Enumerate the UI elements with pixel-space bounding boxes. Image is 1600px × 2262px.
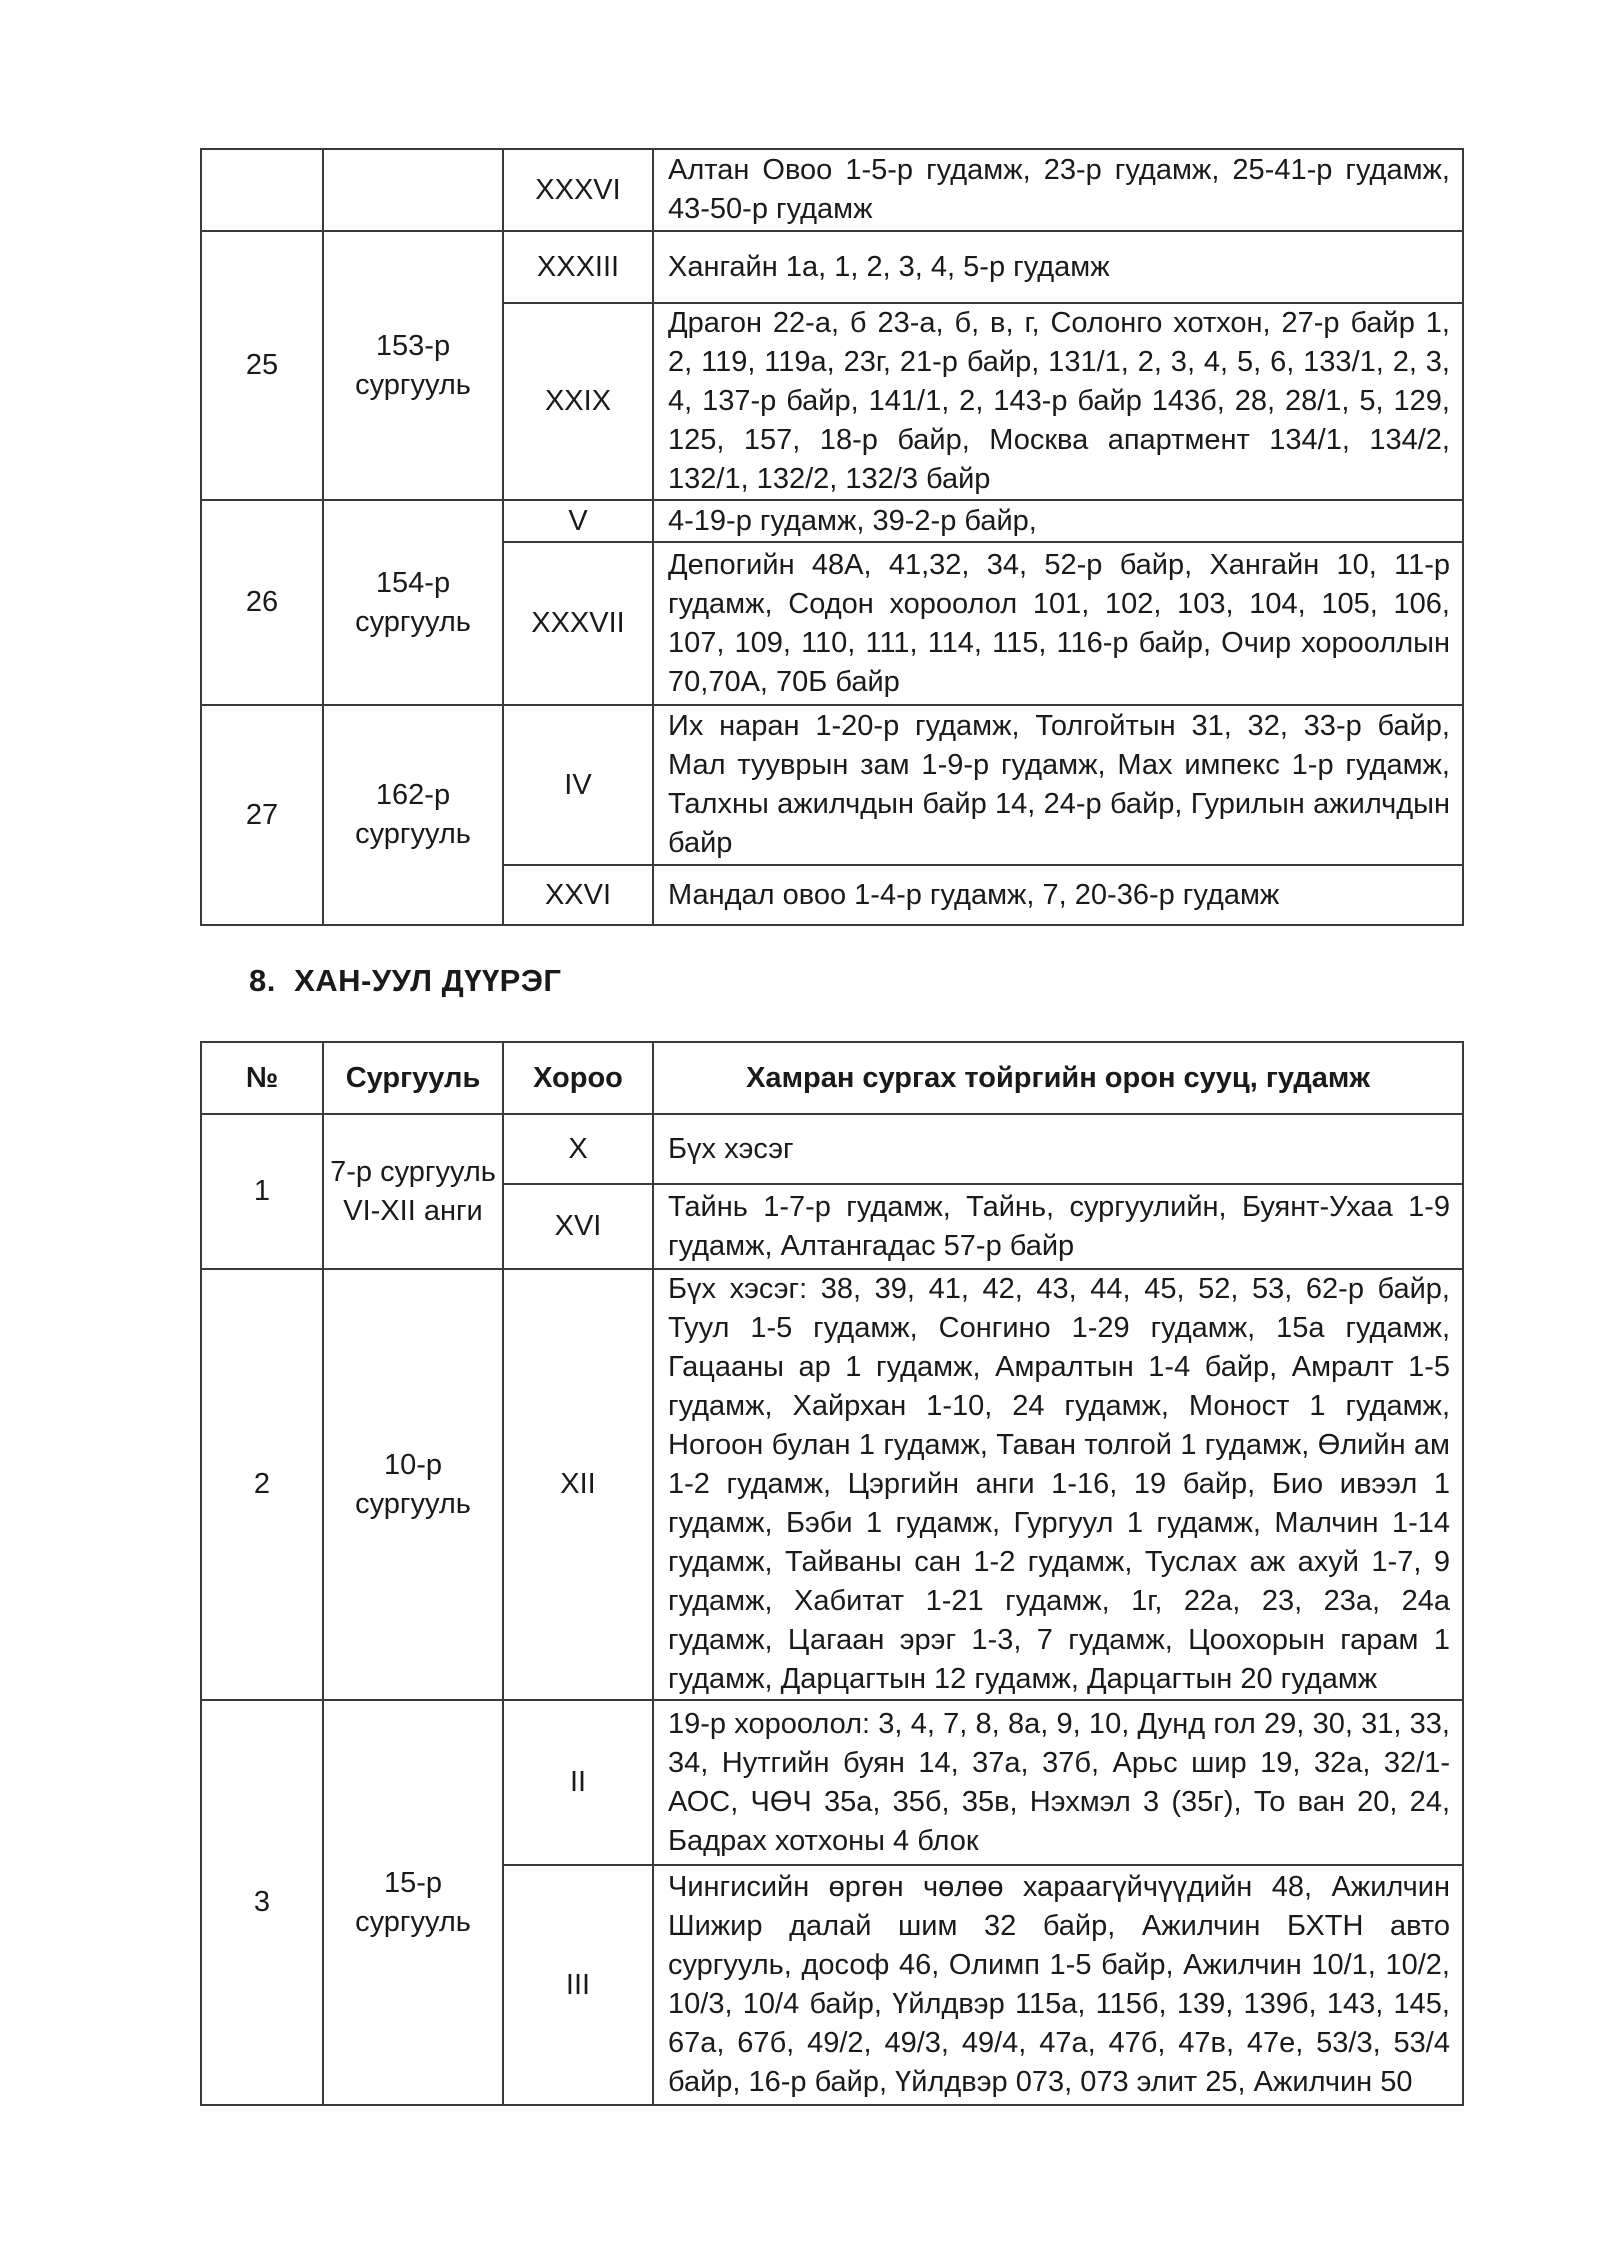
row-number-cell <box>201 149 323 231</box>
row-number-cell: 1 <box>201 1114 323 1269</box>
header-address: Хамран сургах тойргийн орон сууц, гудамж <box>653 1042 1463 1114</box>
school-cell: 154-р сургууль <box>323 500 503 705</box>
khoroo-cell: XXXVII <box>503 542 653 705</box>
khoroo-cell: IV <box>503 705 653 865</box>
row-number-cell: 2 <box>201 1269 323 1700</box>
address-cell: Тайнь 1-7-р гудамж, Тайнь, сургуулийн, Буянт-Ухаа 1-9 гудамж, Алтангадас 57-р байр <box>653 1184 1463 1269</box>
address-cell: Бүх хэсэг: 38, 39, 41, 42, 43, 44, 45, 52, 53, 62-р байр, Туул 1-5 гудамж, Сонгино 1-29 гудамж, 15а гудамж, Гацааны ар 1 гудамж, Амралтын 1-4 байр, Амралт 1-5 гудамж, Хайрхан 1-10, 24 гудамж, Моност 1 гудамж, Ногоон булан 1 гудамж, Таван толгой 1 гудамж, Өлийн ам 1-2 гудамж, Цэргийн анги 1-16, 19 байр, Био ивээл 1 гудамж, Бэби 1 гудамж, Гургуул 1 гудамж, Малчин 1-14 гудамж, Тайваны сан 1-2 гудамж, Туслах аж ахуй 1-7, 9 гудамж, Хабитат 1-21 гудамж, 1г, 22а, 23, 23а, 24а гудамж, Цагаан эрэг 1-3, 7 гудамж, Цоохорын гарам 1 гудамж, Дарцагтын 12 гудамж, Дарцагтын 20 гудамж <box>653 1269 1463 1700</box>
school-cell: 10-р сургууль <box>323 1269 503 1700</box>
address-cell: Бүх хэсэг <box>653 1114 1463 1184</box>
district-table-continued <box>200 148 1464 926</box>
khoroo-cell: XXVI <box>503 865 653 925</box>
school-cell: 162-р сургууль <box>323 705 503 925</box>
school-cell: 153-р сургууль <box>323 231 503 500</box>
khoroo-cell: XXXVI <box>503 149 653 231</box>
header-khoroo: Хороо <box>503 1042 653 1114</box>
school-cell: 15-р сургууль <box>323 1700 503 2105</box>
table-row <box>201 149 1463 231</box>
school-cell: 7-р сургууль VI-XII анги <box>323 1114 503 1269</box>
header-school: Сургууль <box>323 1042 503 1114</box>
khoroo-cell: XXXIII <box>503 231 653 303</box>
khoroo-cell: X <box>503 1114 653 1184</box>
row-number-cell: 3 <box>201 1700 323 2105</box>
address-cell: Мандал овоо 1-4-р гудамж, 7, 20-36-р гудамж <box>653 865 1463 925</box>
row-number-cell: 26 <box>201 500 323 705</box>
section-title: ХАН-УУЛ ДҮҮРЭГ <box>294 963 562 998</box>
table-row <box>201 231 1463 303</box>
khoroo-cell: II <box>503 1700 653 1865</box>
row-number-cell: 25 <box>201 231 323 500</box>
address-cell: Их наран 1-20-р гудамж, Толгойтын 31, 32, 33-р байр, Мал тууврын зам 1-9-р гудамж, Мах импекс 1-р гудамж, Талхны ажилчдын байр 14, 24-р байр, Гурилын ажилчдын байр <box>653 705 1463 865</box>
address-cell: Хангайн 1а, 1, 2, 3, 4, 5-р гудамж <box>653 231 1463 303</box>
address-cell: Депогийн 48А, 41,32, 34, 52-р байр, Хангайн 10, 11-р гудамж, Содон хороолол 101, 102, 103, 104, 105, 106, 107, 109, 110, 111, 114, 115, 116-р байр, Очир хорооллын 70,70А, 70Б байр <box>653 542 1463 705</box>
section-heading <box>249 963 562 999</box>
row-number-cell: 27 <box>201 705 323 925</box>
khoroo-cell: V <box>503 500 653 542</box>
table-row <box>201 1700 1463 1865</box>
table-row <box>201 1269 1463 1700</box>
section-number: 8. <box>249 963 276 998</box>
header-number: № <box>201 1042 323 1114</box>
address-cell: 4-19-р гудамж, 39-2-р байр, <box>653 500 1463 542</box>
khan-uul-district-table <box>200 1041 1464 2106</box>
khoroo-cell: XVI <box>503 1184 653 1269</box>
khoroo-cell: XXIX <box>503 303 653 500</box>
khoroo-cell: III <box>503 1865 653 2105</box>
address-cell: Алтан Овоо 1-5-р гудамж, 23-р гудамж, 25-41-р гудамж, 43-50-р гудамж <box>653 149 1463 231</box>
table-row <box>201 1114 1463 1184</box>
address-cell: 19-р хороолол: 3, 4, 7, 8, 8а, 9, 10, Дунд гол 29, 30, 31, 33, 34, Нутгийн буян 14, 37а, 37б, Арьс шир 19, 32а, 32/1-АОС, ЧӨЧ 35а, 35б, 35в, Нэхмэл 3 (35г), То ван 20, 24, Бадрах хотхоны 4 блок <box>653 1700 1463 1865</box>
school-cell <box>323 149 503 231</box>
address-cell: Чингисийн өргөн чөлөө хараагүйчүүдийн 48, Ажилчин Шижир далай шим 32 байр, Ажилчин БХТН авто сургууль, дософ 46, Олимп 1-5 байр, Ажилчин 10/1, 10/2, 10/3, 10/4 байр, Үйлдвэр 115а, 115б, 139, 139б, 143, 145, 67а, 67б, 49/2, 49/3, 49/4, 47а, 47б, 47в, 47е, 53/3, 53/4 байр, 16-р байр, Үйлдвэр 073, 073 элит 25, Ажилчин 50 <box>653 1865 1463 2105</box>
address-cell: Драгон 22-а, б 23-а, б, в, г, Солонго хотхон, 27-р байр 1, 2, 119, 119а, 23г, 21-р байр, 131/1, 2, 3, 4, 5, 6, 133/1, 2, 3, 4, 137-р байр, 141/1, 2, 143-р байр 143б, 28, 28/1, 5, 129, 125, 157, 18-р байр, Москва апартмент 134/1, 134/2, 132/1, 132/2, 132/3 байр <box>653 303 1463 500</box>
table-row <box>201 500 1463 542</box>
table-row <box>201 705 1463 865</box>
table-header-row <box>201 1042 1463 1114</box>
khoroo-cell: XII <box>503 1269 653 1700</box>
